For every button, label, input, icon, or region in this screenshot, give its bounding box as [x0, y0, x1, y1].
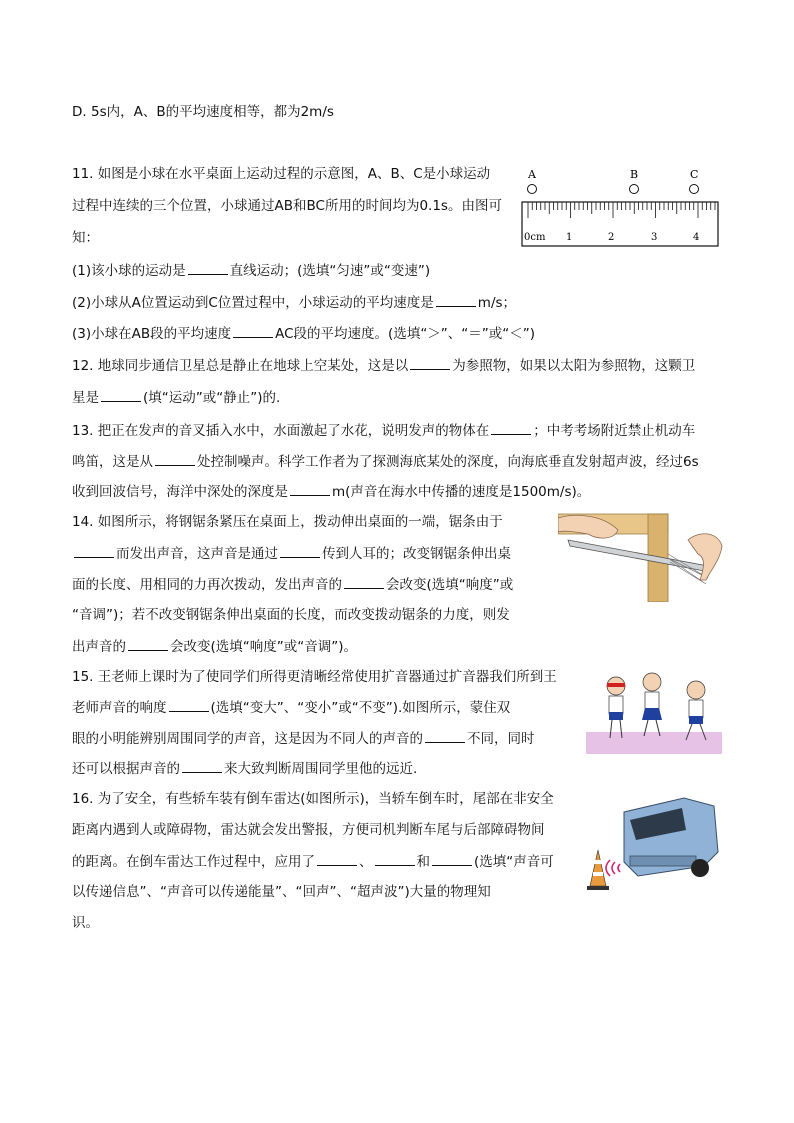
answer-blank[interactable]: [101, 387, 141, 402]
q12-text-d: (填“运动”或“静止”)的.: [143, 390, 281, 406]
q11-line1: 11. 如图是小球在水平桌面上运动过程的示意图，A、B、C是小球运动: [72, 166, 491, 182]
q11-part3: [72, 323, 535, 344]
answer-blank[interactable]: [410, 355, 450, 370]
q14-text-f: 会改变(选填“响度”或“音调”)。: [170, 639, 358, 655]
q16-text-d: (选填“声音可: [474, 854, 554, 870]
answer-blank[interactable]: [290, 481, 330, 496]
q15-text-f: 来大致判断周围同学里他的远近.: [224, 761, 418, 777]
q15-line1: 15. 王老师上课时为了使同学们所得更清晰经常使用扩音器通过扩音器我们所到王: [72, 669, 557, 685]
answer-blank[interactable]: [436, 292, 476, 307]
q11-line2: 过程中连续的三个位置，小球通过AB和BC所用的时间均为0.1s。由图可: [72, 198, 502, 214]
q16-line1: 16. 为了安全，有些轿车装有倒车雷达(如图所示)，当轿车倒车时，尾部在非安全: [72, 791, 554, 807]
child-center-icon: [642, 673, 662, 736]
q11-p1-text: (1)该小球的运动是: [72, 263, 186, 279]
answer-blank[interactable]: [425, 728, 465, 743]
answer-blank[interactable]: [317, 851, 357, 866]
q14-text-d: 会改变(选填“响度”或: [386, 577, 514, 593]
q11-p2-tail: m/s；: [477, 295, 517, 311]
hand-right-icon: [688, 534, 722, 580]
answer-blank[interactable]: [182, 758, 222, 773]
q12-text-c: 星是: [72, 390, 99, 406]
child-right-icon: [686, 681, 706, 740]
ruler-label-c: C: [690, 168, 699, 181]
option-d: D. 5s内，A、B的平均速度相等，都为2m/s: [72, 104, 334, 120]
answer-blank[interactable]: [128, 636, 168, 651]
answer-blank[interactable]: [280, 543, 320, 558]
q15-line3: [72, 728, 535, 749]
q15-text-e: 还可以根据声音的: [72, 761, 180, 777]
q11-line3: 知：: [72, 230, 99, 246]
q15-line2: [72, 697, 510, 718]
q11-part2: [72, 292, 516, 313]
q13-text-b: ；中考考场附近禁止机动车: [533, 423, 696, 439]
q13-line3: [72, 481, 590, 502]
q13-text-a: 13. 把正在发声的音叉插入水中，水面激起了水花，说明发声的物体在: [72, 423, 490, 439]
answer-blank[interactable]: [344, 574, 384, 589]
q14-text-e: 出声音的: [72, 639, 126, 655]
q15-text-d: 不同，同时: [467, 731, 535, 747]
children-game-figure: [586, 664, 722, 754]
q14-line3: [72, 574, 513, 595]
q16-text-b: 、: [359, 854, 373, 870]
radar-wave-icon: [606, 860, 620, 876]
ruler-label-b: B: [630, 168, 639, 181]
ruler-figure: [518, 166, 722, 252]
q16-text-a: 的距离。在倒车雷达工作过程中，应用了: [72, 854, 315, 870]
q15-text-a: 老师声音的响度: [72, 700, 167, 716]
q12-text-a: 12. 地球同步通信卫星总是静止在地球上空某处，这是以: [72, 358, 409, 374]
q16-text-c: 和: [416, 854, 430, 870]
q11-p2-text: (2)小球从A位置运动到C位置过程中，小球运动的平均速度是: [72, 295, 434, 311]
ball-c: [690, 185, 699, 194]
ruler-tick-4: 4: [693, 232, 700, 243]
q11-part1: [72, 260, 430, 281]
q11-p3-text: (3)小球在AB段的平均速度: [72, 326, 232, 342]
answer-blank[interactable]: [375, 851, 415, 866]
q11-p1-tail: 直线运动；(选填“匀速”或“变速”): [229, 263, 431, 279]
q14-line1: 14. 如图所示，将钢锯条紧压在桌面上，拨动伸出桌面的一端，锯条由于: [72, 514, 503, 530]
car-bumper: [630, 856, 696, 866]
q14-text-b: 传到人耳的；改变钢锯条伸出桌: [322, 546, 511, 562]
answer-blank[interactable]: [155, 451, 195, 466]
reversing-car-figure: [584, 792, 722, 896]
answer-blank[interactable]: [432, 851, 472, 866]
saw-blade-figure: [558, 510, 724, 602]
child-blindfolded-icon: [607, 677, 625, 738]
saw-blade: [568, 540, 710, 572]
car-wheel-icon: [691, 859, 709, 877]
q13-text-d: 处控制噪声。科学工作者为了探测海底某处的深度，向海底垂直发射超声波，经过6s: [197, 454, 699, 470]
ruler-tick-2: 2: [608, 232, 615, 243]
ruler-tick-1: 1: [566, 232, 573, 243]
q14-line4: “音调”)；若不改变钢锯条伸出桌面的长度，而改变拨动锯条的力度，则发: [72, 607, 510, 623]
q12-line1: [72, 355, 695, 376]
ruler-body: [522, 202, 718, 246]
answer-blank[interactable]: [169, 697, 209, 712]
q14-line2: [72, 543, 511, 564]
q13-line2: [72, 451, 699, 472]
q15-text-b: (选填“变大”、“变小”或“不变”).如图所示，蒙住双: [210, 700, 511, 716]
q16-line4: 以传递信息”、“声音可以传递能量”、“回声”、“超声波”)大量的物理知: [72, 884, 491, 900]
answer-blank[interactable]: [188, 260, 228, 275]
q13-text-e: 收到回波信号，海洋中深处的深度是: [72, 484, 288, 500]
q13-line1: [72, 420, 695, 441]
answer-blank[interactable]: [233, 323, 273, 338]
answer-blank[interactable]: [491, 420, 531, 435]
ruler-tick-3: 3: [651, 232, 658, 243]
q14-line5: [72, 636, 357, 657]
q15-line4: [72, 758, 417, 779]
q14-text-c: 面的长度、用相同的力再次拨动，发出声音的: [72, 577, 342, 593]
q16-line5: 识。: [72, 915, 99, 931]
q12-text-b: 为参照物，如果以太阳为参照物，这颗卫: [452, 358, 696, 374]
q13-text-c: 鸣笛，这是从: [72, 454, 153, 470]
q14-text-a: 而发出声音，这声音是通过: [116, 546, 278, 562]
ball-a: [528, 185, 537, 194]
q13-text-f: m(声音在海水中传播的速度是1500m/s)。: [332, 484, 591, 500]
ruler-label-a: A: [528, 168, 536, 181]
q16-line2: 距离内遇到人或障碍物，雷达就会发出警报，方便司机判断车尾与后部障碍物间: [72, 822, 545, 838]
q16-line3: [72, 851, 554, 872]
q12-line2: [72, 387, 280, 408]
floor: [586, 732, 722, 754]
ruler-tick-0: 0cm: [524, 232, 546, 243]
ball-b: [630, 185, 639, 194]
answer-blank[interactable]: [74, 543, 114, 558]
q15-text-c: 眼的小明能辨别周围同学的声音，这是因为不同人的声音的: [72, 731, 423, 747]
q11-p3-tail: AC段的平均速度。(选填“＞”、“＝”或“＜”): [275, 326, 536, 342]
